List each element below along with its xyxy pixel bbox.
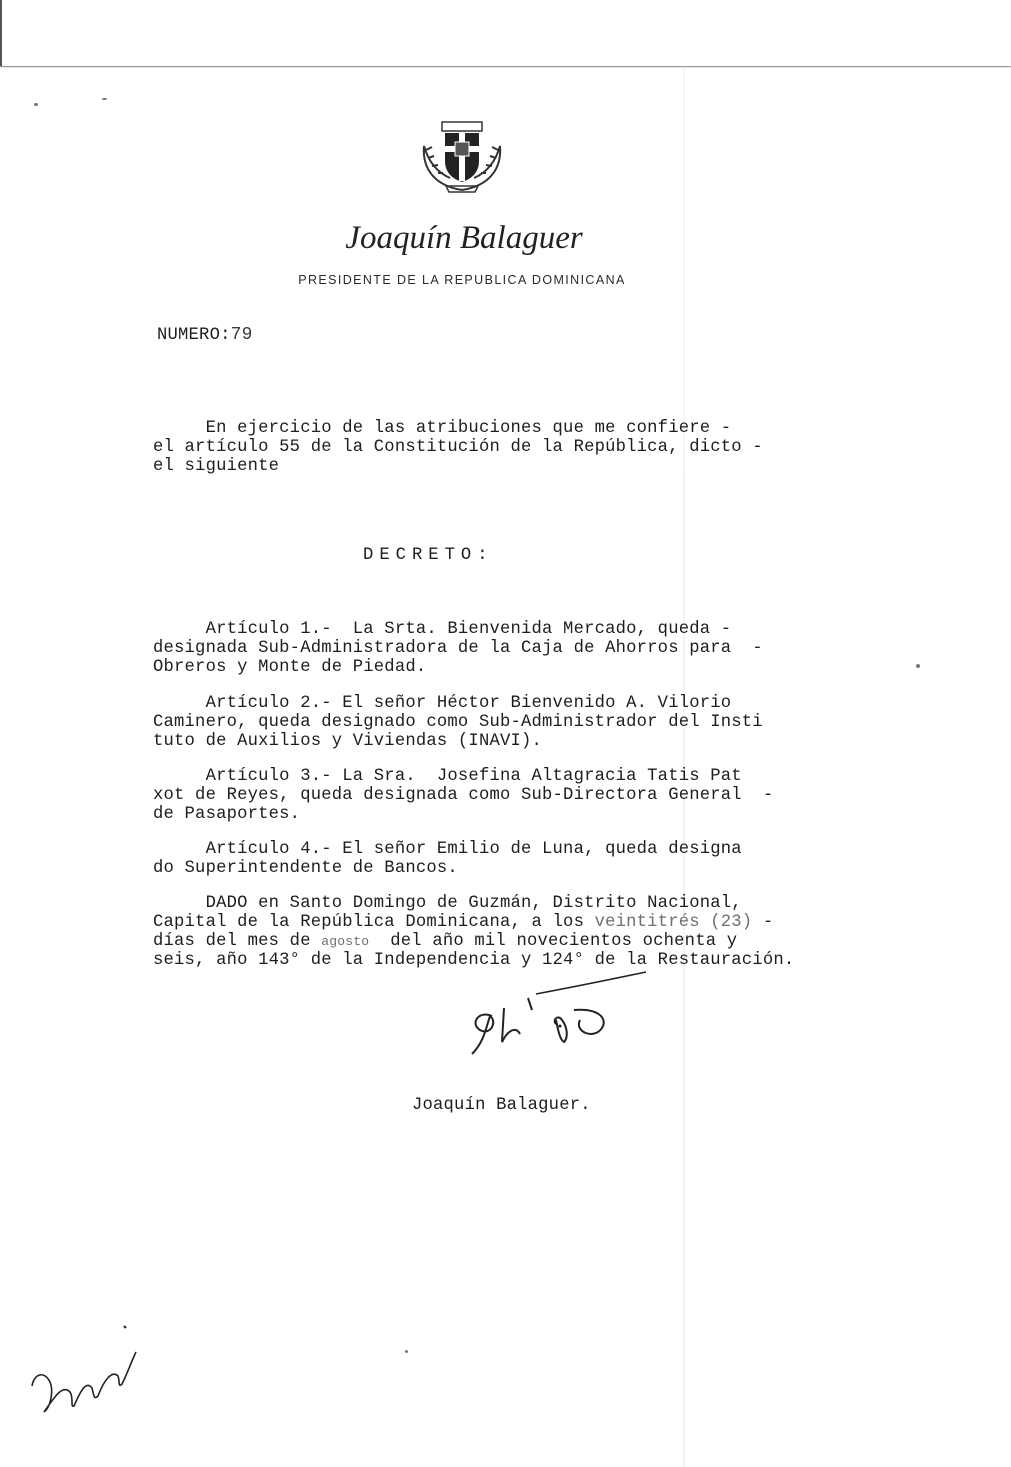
letterhead-title: PRESIDENTE DE LA REPUBLICA DOMINICANA (298, 273, 626, 287)
preamble-line: el artículo 55 de la Constitución de la República, dicto - (153, 438, 763, 457)
article-4-line: Artículo 4.- El señor Emilio de Luna, queda designa (153, 840, 742, 859)
preamble-line: En ejercicio de las atribuciones que me confiere - (153, 419, 732, 438)
article-2-line: Artículo 2.- El señor Héctor Bienvenido A. Vilorio (153, 694, 732, 713)
article-2-line: Caminero, queda designado como Sub-Administrador del Insti (153, 713, 763, 732)
article-1-line: designada Sub-Administradora de la Caja de Ahorros para - (153, 639, 763, 658)
decree-heading: DECRETO: (363, 546, 494, 565)
margin-scribble (20, 1300, 146, 1420)
article-3-line: xot de Reyes, queda designada como Sub-Directora General - (153, 786, 774, 805)
article-2-line: tuto de Auxilios y Viviendas (INAVI). (153, 732, 543, 751)
preamble-line: el siguiente (153, 457, 280, 476)
letterhead-name-text: Joaquín Balaguer (345, 220, 583, 256)
dust-speck (405, 1350, 408, 1353)
closing-text: Capital de la República Dominicana, a los (153, 913, 595, 932)
dust-speck (102, 98, 107, 100)
scanner-edge (0, 0, 2, 66)
scanner-top-band (0, 0, 1011, 67)
closing-day: veintitrés (23) (594, 913, 753, 932)
article-1-line: Obreros y Monte de Piedad. (153, 658, 427, 677)
handwritten-signature (458, 968, 648, 1068)
signer-name: Joaquín Balaguer. (412, 1096, 591, 1115)
article-4-line: do Superintendente de Bancos. (153, 859, 458, 878)
dust-speck (916, 664, 920, 668)
closing-text: - (752, 913, 774, 932)
coat-of-arms-seal-icon (416, 116, 508, 202)
decree-number-value: 79 (230, 325, 253, 345)
letterhead-name (314, 212, 614, 266)
closing-text: días del mes de (153, 932, 322, 951)
decree-number-label: NUMERO: (157, 326, 231, 345)
article-1-line: Artículo 1.- La Srta. Bienvenida Mercado, queda - (153, 620, 732, 639)
closing-line: seis, año 143° de la Independencia y 124° de la Restauración. (153, 951, 795, 970)
closing-line: DADO en Santo Domingo de Guzmán, Distrito Nacional, (153, 894, 742, 913)
closing-line (153, 913, 773, 932)
closing-text: del año mil novecientos ochenta y (369, 932, 738, 951)
decree-number (157, 326, 253, 345)
article-3-line: Artículo 3.- La Sra. Josefina Altagracia Tatis Pat (153, 767, 742, 786)
closing-month: agosto (321, 934, 370, 949)
closing-line (153, 932, 737, 951)
article-3-line: de Pasaportes. (153, 805, 301, 824)
dust-speck (34, 103, 38, 106)
